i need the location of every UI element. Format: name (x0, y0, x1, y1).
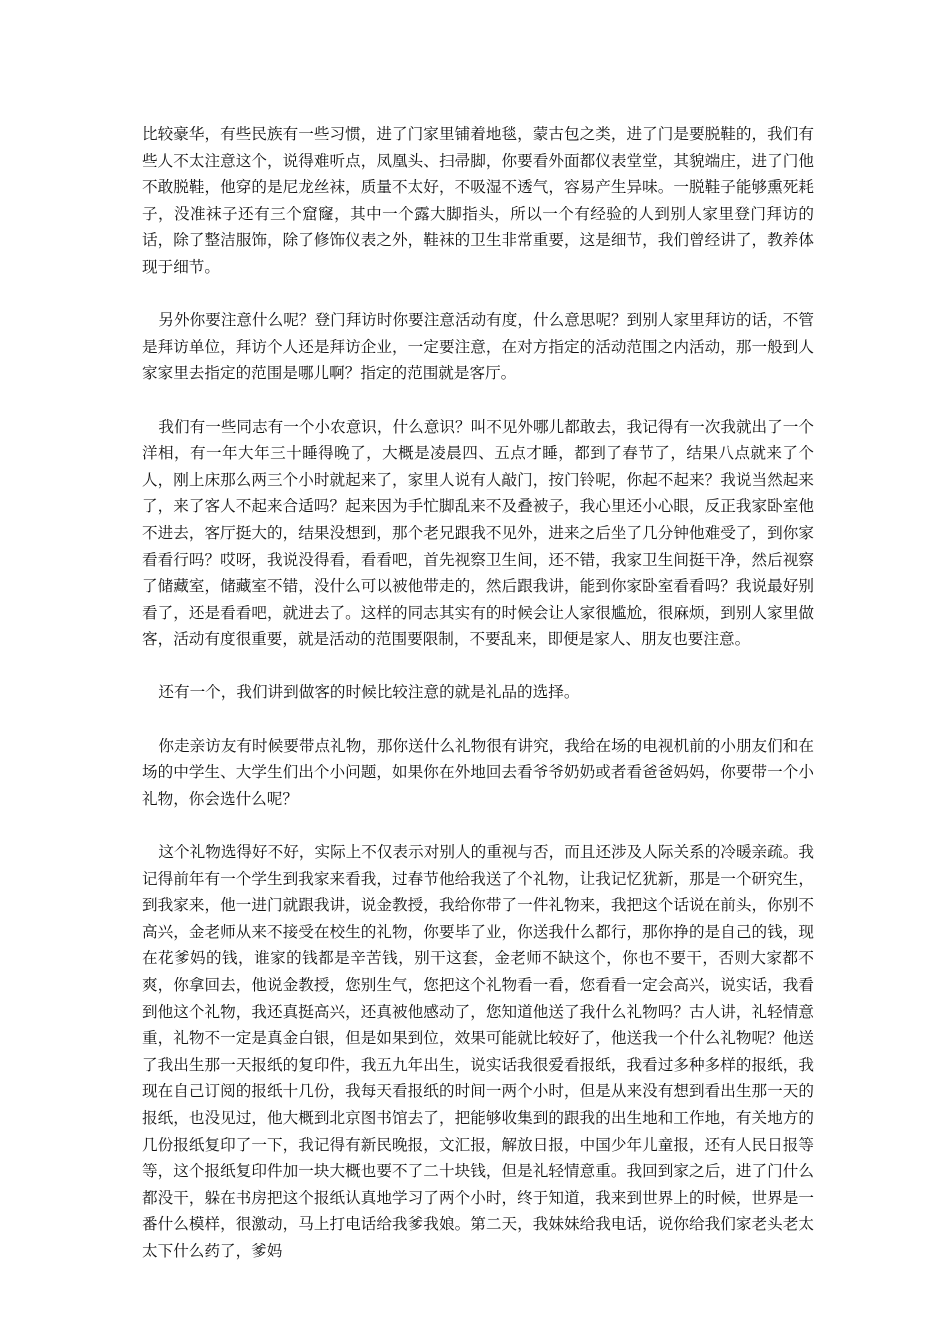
paragraph-shoe-etiquette: 比较豪华，有些民族有一些习惯，进了门家里铺着地毯，蒙古包之类，进了门是要脱鞋的，我们有些人不太注意这个，说得难听点，凤凰头、扫帚脚，你要看外面都仪表堂堂，其貌端庄，进了门他不敢脱鞋，他穿的是尼龙丝袜，质量不太好，不吸湿不透气，容易产生异味。一脱鞋子能够熏死耗子，没准袜子还有三个窟窿，其中一个露大脚指头，所以一个有经验的人到别人家里登门拜访的话，除了整洁服饰，除了修饰仪表之外，鞋袜的卫生非常重要，这是细节，我们曾经讲了，教养体现于细节。 (142, 125, 814, 276)
paragraph-activity-range: 另外你要注意什么呢？登门拜访时你要注意活动有度，什么意思呢？到别人家里拜访的话，不管是拜访单位，拜访个人还是拜访企业，一定要注意，在对方指定的活动范围之内活动，那一般到人家家里去指定的范围是哪儿啊？指定的范围就是客厅。 (142, 311, 814, 383)
paragraph-gift-choice-intro: 还有一个，我们讲到做客的时候比较注意的就是礼品的选择。 (158, 683, 580, 702)
paragraph-newspaper-gift-story: 这个礼物选得好不好，实际上不仅表示对别人的重视与否，而且还涉及人际关系的冷暖亲疏。我记得前年有一个学生到我家来看我，过春节他给我送了个礼物，让我记忆犹新，那是一个研究生，到我家来，他一进门就跟我讲，说金教授，我给你带了一件礼物来，我把这个话说在前头，你别不高兴，金老师从来不接受在校生的礼物，你要毕了业，你送我什么都行，那你挣的是自己的钱，现在花爹妈的钱，谁家的钱都是辛苦钱，别干这套，金老师不缺这个，你也不要干，否则大家都不爽，你拿回去，他说金教授，您别生气，您把这个礼物看一看，您看看一定会高兴，说实话，我看到他这个礼物，我还真挺高兴，还真被他感动了，您知道他送了我什么礼物吗？古人讲，礼轻情意重，礼物不一定是真金白银，但是如果到位，效果可能就比较好了，他送我一个什么礼物呢？他送了我出生那一天报纸的复印件，我五九年出生，说实话我很爱看报纸，我看过多种多样的报纸，我现在自己订阅的报纸十几份，我每天看报纸的时间一两个小时，但是从来没有想到看出生那一天的报纸，也没见过，他大概到北京图书馆去了，把能够收集到的跟我的出生地和工作地，有关地方的几份报纸复印了一下，我记得有新民晚报，文汇报，解放日报，中国少年儿童报，还有人民日报等等，这个报纸复印件加一块大概也要不了二十块钱，但是礼轻情意重。我回到家之后，进了门什么都没干，躲在书房把这个报纸认真地学习了两个小时，终于知道，我来到世界上的时候，世界是一番什么模样，很激动，马上打电话给我爹我娘。第二天，我妹妹给我电话，说你给我们家老头老太太下什么药了，爹妈 (142, 843, 814, 1260)
paragraph-gift-question: 你走亲访友有时候要带点礼物，那你送什么礼物很有讲究，我给在场的电视机前的小朋友们和在场的中学生、大学生们出个小问题，如果你在外地回去看爷爷奶奶或者看爸爸妈妈，你要带一个小礼物，你会选什么呢？ (142, 736, 814, 808)
paragraph-new-year-anecdote: 我们有一些同志有一个小农意识，什么意识？叫不见外哪儿都敢去，我记得有一次我就出了一个洋相，有一年大年三十睡得晚了，大概是凌晨四、五点才睡，都到了春节了，结果八点就来了个人，刚上床那么两三个小时就起来了，家里人说有人敲门，按门铃呢，你起不起来？我说当然起来了，来了客人不起来合适吗？起来因为手忙脚乱来不及叠被子，我心里还小心眼，反正我家卧室他不进去，客厅挺大的，结果没想到，那个老兄跟我不见外，进来之后坐了几分钟他难受了，到你家看看行吗？哎呀，我说没得看，看看吧，首先视察卫生间，还不错，我家卫生间挺干净，然后视察了储藏室，储藏室不错，没什么可以被他带走的，然后跟我讲，能到你家卧室看看吗？我说最好别看了，还是看看吧，就进去了。这样的同志其实有的时候会让人家很尴尬，很麻烦，到别人家里做客，活动有度很重要，就是活动的范围要限制，不要乱来，即便是家人、朋友也要注意。 (142, 417, 814, 649)
document-body (142, 121, 814, 1291)
